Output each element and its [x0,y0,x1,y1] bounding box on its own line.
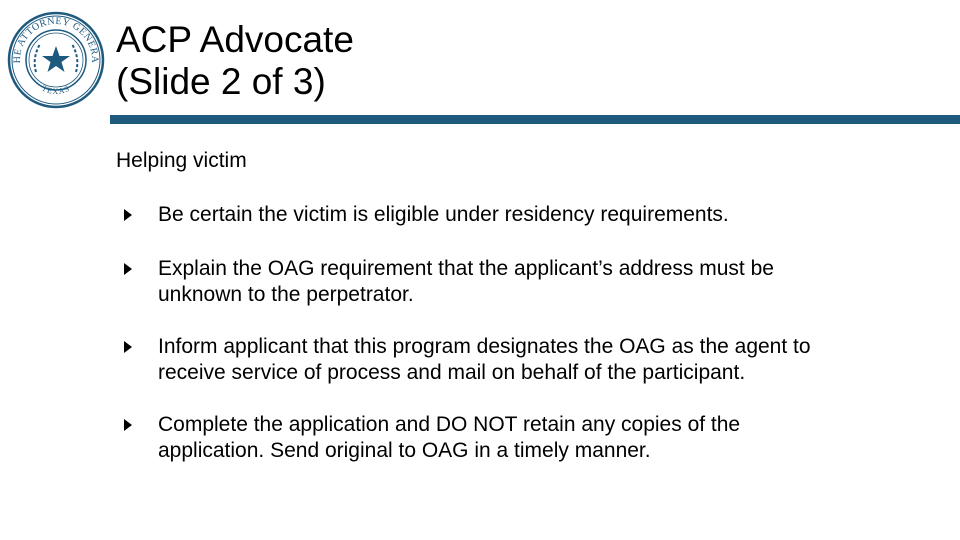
title-line-2: (Slide 2 of 3) [116,61,326,102]
attorney-general-seal-icon [6,10,106,110]
title-line-1: ACP Advocate [116,19,354,60]
section-heading: Helping victim [116,149,247,172]
bullet-arrow-icon [124,419,132,431]
bullet-text: Explain the OAG requirement that the applicant’s address must be unknown to the perpetrator. [158,257,774,306]
seal-bottom-text: TEXAS [40,83,72,97]
bullet-arrow-icon [124,341,132,353]
list-item [120,334,840,386]
list-item [120,202,840,228]
bullet-arrow-icon [124,209,132,221]
title-divider [110,115,960,124]
seal-top-text: HE ATTORNEY GENERA [11,15,101,64]
bullet-list [120,202,840,464]
bullet-text: Complete the application and DO NOT retain any copies of the application. Send original to OAG in a timely manner. [158,413,741,462]
page-title [116,19,354,103]
list-item [120,412,840,464]
bullet-text: Be certain the victim is eligible under residency requirements. [158,203,729,226]
bullet-text: Inform applicant that this program designates the OAG as the agent to receive service of process and mail on behalf of the participant. [158,335,811,384]
bullet-arrow-icon [124,263,132,275]
list-item [120,256,840,308]
svg-text:TEXAS [40,84,71,96]
